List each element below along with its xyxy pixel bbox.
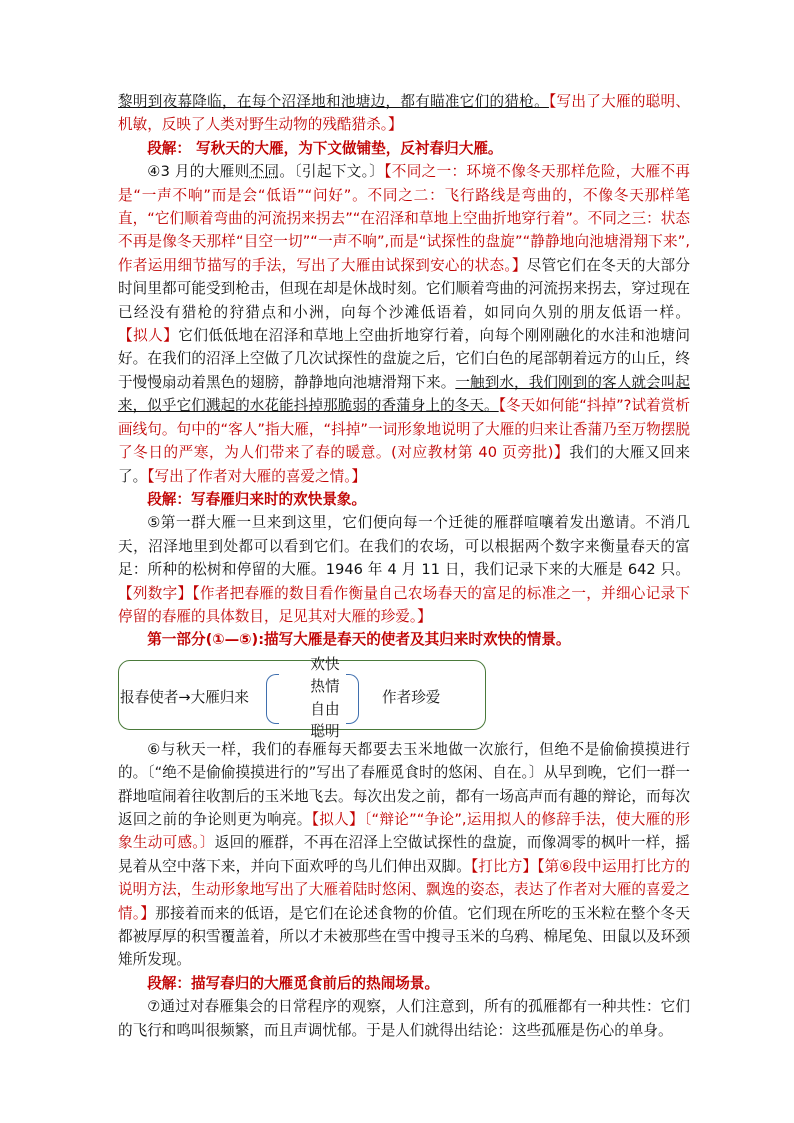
text: ⑤第一群大雁一旦来到这里，它们便向每一个迁徙的雁群喧嚷着发出邀请。不消几天，沼泽地里到处都可以看到它们。在我们的农场，可以根据两个数字来衡量春天的富足：所种的松树和停留的大雁。1946 年 4 月 11 日，我们记录下来的大雁是 642 只。 [118,514,690,579]
annotation-note: 【列数字】【作者把春雁的数目看作衡量自己农场春天的富足的标准之一，并细心记录下停留的春雁的具体数目，足见其对大雁的珍爱。】 [118,584,690,625]
text: 它们低低地在沼泽和草地上空曲折地穿行着，向每个刚刚融化的水洼和池塘问好。在我们的沼泽上空做了几次试探性的盘旋之后，它们白色的尾部朝着远方的山丘，终于慢慢扇动着黑色的翅膀，静静地向池塘滑翔下来。 [118,327,690,391]
paragraph-6 [118,738,690,972]
right-brace [346,674,359,724]
underlined-text: 黎明到夜幕降临，在每个沼泽地和池塘边，都有瞄准它们的猎枪。 [118,93,549,110]
text: 那接着而来的低语，是它们在论述食物的价值。它们现在所吃的玉米粒在整个冬天都被厚厚的积雪覆盖着，所以才未被那些在雪中搜寻玉米的乌鸦、棉尾兔、田鼠以及环颈雉所发现。 [118,904,690,969]
text: ④3 月的大雁则 [147,163,250,181]
annotation-note: 【写出了大雁的聪明、机敏，反映了人类对野生动物的残酷猎杀。】 [118,93,690,134]
paragraph-summary-3: 段解：描写春归的大雁觅食前后的热闹场景。 [147,974,440,992]
paragraph-summary-1: 段解： 写秋天的大雁，为下文做铺垫，反衬春归大雁。 [147,139,503,157]
text: 。〔引起下文。〕 [279,163,385,181]
diagram-item: 欢快 [310,655,340,673]
diagram-list [310,654,340,744]
paragraph-4 [118,160,690,488]
annotation-note: 【写出了作者对大雁的喜爱之情。】 [147,467,367,485]
diagram-item: 自由 [310,700,340,718]
paragraph-7: ⑦通过对春雁集会的日常程序的观察，人们注意到，所有的孤雁都有一种共性：它们的飞行和鸣叫很频繁，而且声调忧郁。于是人们就得出结论：这些孤雁是伤心的单身。 [118,998,690,1039]
left-brace [266,674,279,724]
text: ⑥与秋天一样，我们的春雁每天都要去玉米地做一次旅行，但绝不是偷偷摸摸进行的。〔“绝不是偷偷摸摸进行的”写出了春雁觅食时的悠闲、自在。〕从早到晚，它们一群一群地喧闹着往收割后的玉米地飞去。每次出发之前，都有一场高声而有趣的辩论，而每次返回之前的争论则更为响亮。 [118,740,690,828]
diagram-item: 聪明 [310,723,340,741]
paragraph-intro [118,90,690,137]
part-summary: 第一部分(①—⑤):描写大雁是春天的使者及其归来时欢快的情景。 [147,631,571,649]
text: 我们的大雁又回来了。 [118,444,690,485]
diagram-right-label: 作者珍爱 [382,688,441,706]
paragraph-summary-2: 段解：写春雁归来时的欢快景象。 [147,490,367,508]
annotation-note: 【拟人】〔“辩论”“争论”,运用拟人的修辞手法，使大雁的形象生动可感。〕 [118,810,690,852]
structure-diagram [118,654,690,741]
annotation-note: 【不同之一：环境不像冬天那样危险，大雁不再是“一声不响”而是会“低语”“问好”。不同之二：飞行路线是弯曲的，不像冬天那样笔直，“它们顺着弯曲的河流拐来拐去”“在沼泽和草地上空曲折地穿行着”。不同之三：状态不再是像冬天那样“目空一切”“一声不响”,而是“试探性的盘旋”“静静地向池塘滑翔下来”,作者运用细节描写的手法，写出了大雁由试探到安心的状态。】 [118,163,690,274]
document-page [118,90,690,1042]
dotted-text: 不同 [249,163,280,181]
diagram-item: 热情 [310,678,340,696]
annotation-note: 【冬天如何能“抖掉”?试着赏析画线句。句中的“客人”指大雁，“抖掉”一词形象地说明了大雁的归来让香蒲乃至万物摆脱了冬日的严寒，为人们带来了春的暖意。(对应教材第 40 页旁批)】 [118,397,690,462]
paragraph-5 [118,511,690,628]
text: 尽管它们在冬天的大部分时间里都可能受到枪击，但现在却是休战时刻。它们顺着弯曲的河流拐来拐去，穿过现在已经没有猎枪的狩猎点和小洲，向每个沙滩低语着，如同向久别的朋友低语一样。 [118,256,690,321]
text: 返回的雁群，不再在沼泽上空做试探性的盘旋，而像凋零的枫叶一样，摇晃着从空中落下来，并向下面欢呼的鸟儿们伸出双脚。 [118,834,690,875]
annotation-note: 【拟人】 [118,327,179,345]
annotation-note: 【打比方】【第⑥段中运用打比方的说明方法，生动形象地写出了大雁着陆时悠闲、飘逸的姿态，表达了作者对大雁的喜爱之情。】 [118,857,690,922]
diagram-left-label: 报春使者→大雁归来 [120,688,249,706]
underlined-text: 一触到水，我们刚到的客人就会叫起来，似乎它们溅起的水花能抖掉那脆弱的香蒲身上的冬天。 [118,373,690,415]
